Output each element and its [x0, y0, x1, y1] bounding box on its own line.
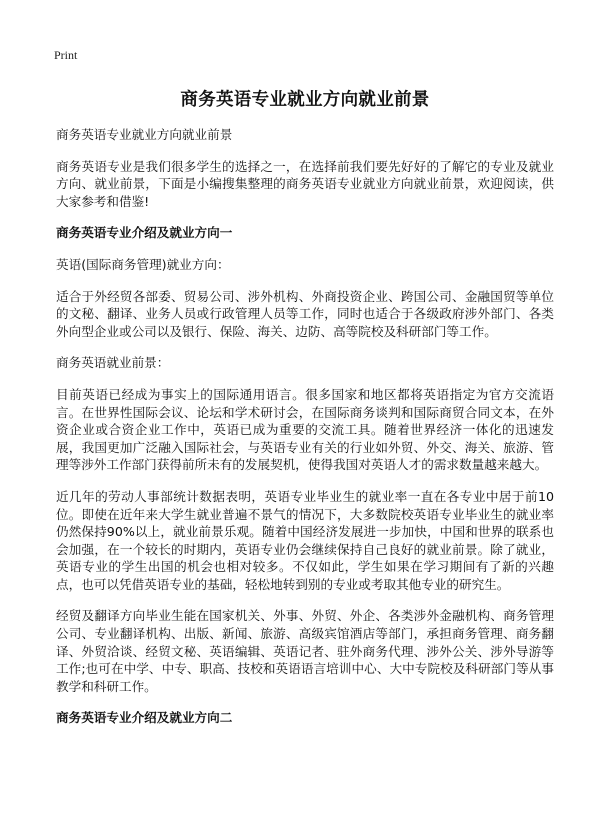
intro-subtitle: 商务英语专业就业方向就业前景 [56, 127, 233, 142]
career-prospect-label: 商务英语就业前景： [56, 355, 170, 371]
page-title: 商务英语专业就业方向就业前景 [180, 90, 430, 110]
section-heading-1: 商务英语专业介绍及就业方向一 [56, 225, 233, 241]
prospect-paragraph-2: 近几年的劳动人事部统计数据表明，英语专业毕业生的就业率一直在各专业中居于前10位。即使在近年来大学生就业普遍不景气的情况下，大多数院校英语专业毕业生的就业率仍然保持90%以上，就业前景乐观。随着中国经济发展进一步加快，中国和世界的联系也会加强，在一个较长的时期内，英语专业仍会继续保持自己良好的就业前景。除了就业，英语专业的学生出国的机会也相对较多。不仅如此，学生如果在学习期间有了新的兴趣点，也可以凭借英语专业的基础，轻松地转到别的专业或考取其他专业的研究生。 [56, 488, 554, 592]
career-direction-label: 英语(国际商务管理)就业方向： [56, 256, 230, 272]
section-heading-2: 商务英语专业介绍及就业方向二 [56, 710, 233, 726]
print-link[interactable]: Print [54, 48, 78, 62]
career-direction-paragraph: 适合于外经贸各部委、贸易公司、涉外机构、外商投资企业、跨国公司、金融国贸等单位的文秘、翻译、业务人员或行政管理人员等工作，同时也适合于各级政府涉外部门、各类外向型企业或公司以及银行、保险、海关、边防、高等院校及科研部门等工作。 [56, 288, 554, 339]
prospect-paragraph-1: 目前英语已经成为事实上的国际通用语言。很多国家和地区都将英语指定为官方交流语言。在世界性国际会议、论坛和学术研讨会，在国际商务谈判和国际商贸合同文本，在外资企业或合资企业工作中，英语已成为重要的交流工具。随着世界经济一体化的迅速发展，我国更加广泛融入国际社会，与英语专业有关的行业如外贸、外交、海关、旅游、管理等涉外工作部门获得前所未有的发展契机，使得我国对英语人才的需求数量越来越大。 [56, 386, 554, 473]
intro-paragraph: 商务英语专业是我们很多学生的选择之一，在选择前我们要先好好的了解它的专业及就业方向、就业前景，下面是小编搜集整理的商务英语专业就业方向就业前景，欢迎阅读，供大家参考和借鉴! [56, 158, 554, 209]
prospect-paragraph-3: 经贸及翻译方向毕业生能在国家机关、外事、外贸、外企、各类涉外金融机构、商务管理公司、专业翻译机构、出版、新闻、旅游、高级宾馆酒店等部门，承担商务管理、商务翻译、外贸洽谈、经贸文秘、英语编辑、英语记者、驻外商务代理、涉外公关、涉外导游等工作;也可在中学、中专、职高、技校和英语语言培训中心、大中专院校及科研部门等从事教学和科研工作。 [56, 608, 554, 694]
